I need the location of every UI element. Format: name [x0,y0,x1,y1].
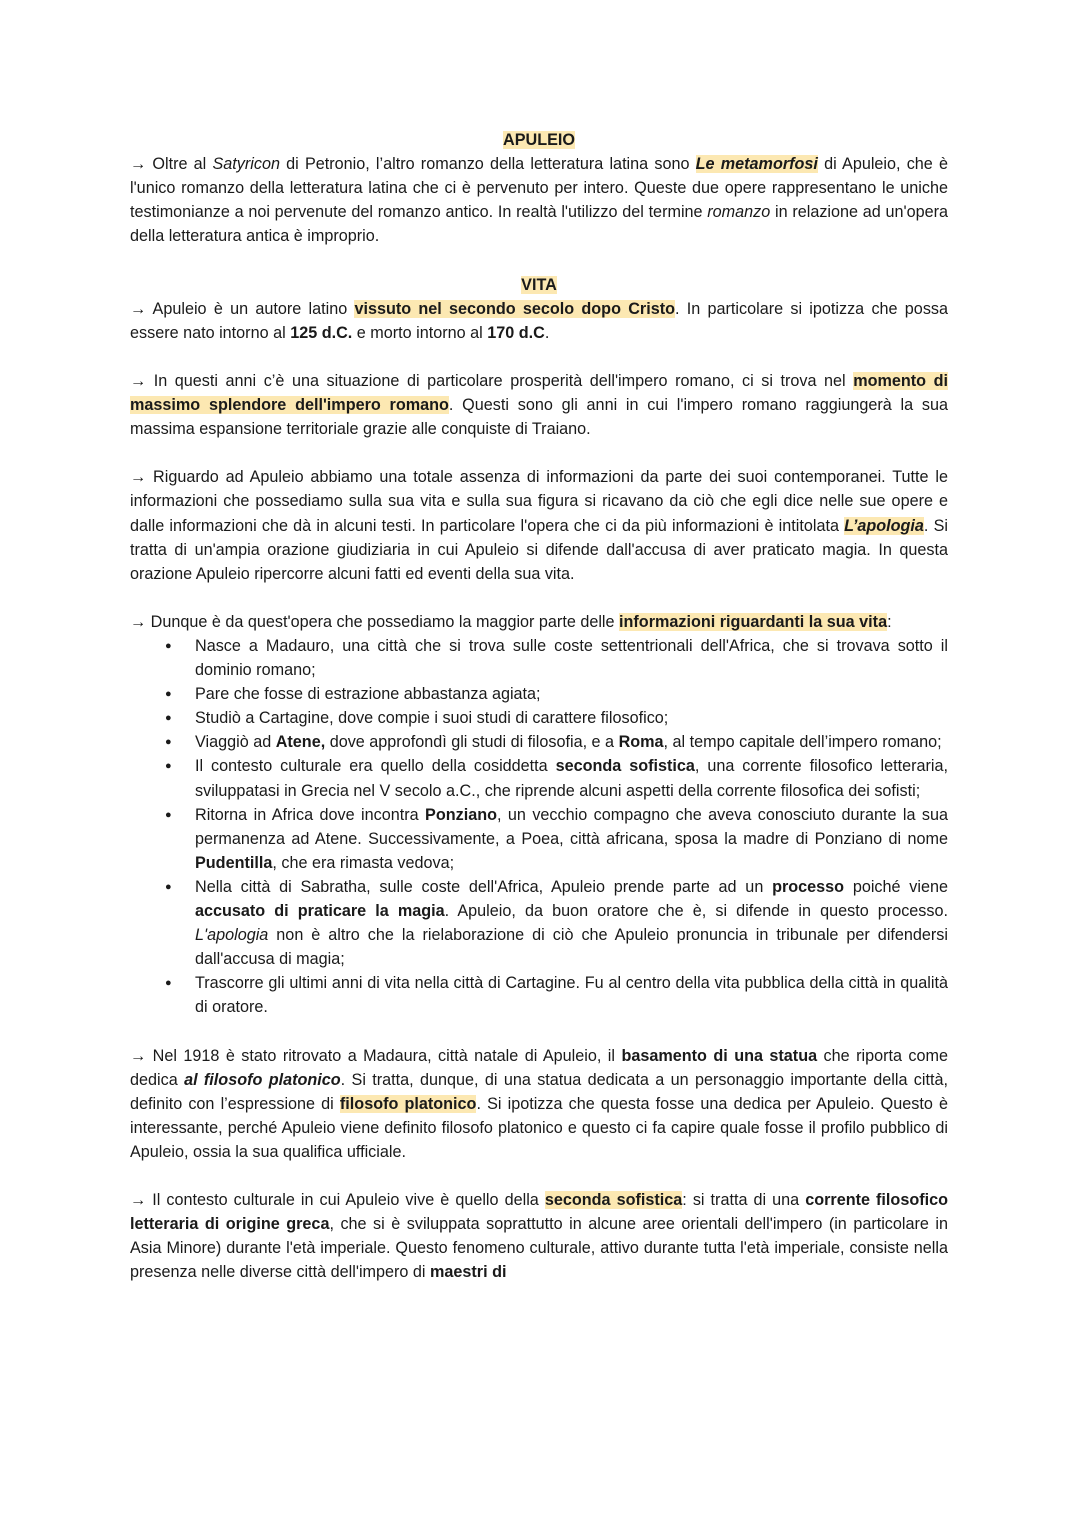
vita-paragraph-5: → Nel 1918 è stato ritrovato a Madaura, città natale di Apuleio, il basamento di una statua che riporta come dedica al filosofo platonico. Si tratta, dunque, di una statua dedicata a un personaggio importante della città, definito con l’espressione di filosofo platonico. Si ipotizza che questa fosse una dedica per Apuleio. Questo è interessante, perché Apuleio viene definito filosofo platonico e questo ci fa capire quale fosse il profilo pubblico di Apuleio, ossia la sua qualifica ufficiale. [130,1046,948,1161]
list-item: ● Trascorre gli ultimi anni di vita nella città di Cartagine. Fu al centro della vita pubblica della città in qualità di oratore. [130,971,948,1019]
intro-paragraph: → Oltre al Satyricon di Petronio, l’altro romanzo della letteratura latina sono Le metamorfosi di Apuleio, che è l'unico romanzo della letteratura latina che ci è pervenuto per intero. Queste due opere rappresentano le uniche testimonianze a noi pervenute del romanzo antico. In realtà l'utilizzo del termine romanzo in relazione ad un'opera della letteratura antica è improprio. [130,155,949,246]
list-item: ● Pare che fosse di estrazione abbastanza agiata; [130,682,948,706]
vita-paragraph-6: → Il contesto culturale in cui Apuleio vive è quello della seconda sofistica: si tratta di una corrente filosofico letteraria di origine greca, che si è sviluppata soprattutto in alcune aree orientali dell'impero (in particolare in Asia Minore) durante l'età imperiale. Questo fenomeno culturale, attivo durante tutta l'età imperiale, consiste nella presenza nelle diverse città dell'impero di maestri di [130,1191,948,1282]
list-item: ● Il contesto culturale era quello della cosiddetta seconda sofistica, una corrente filosofico letteraria, sviluppatasi in Grecia nel V secolo a.C., che riprende alcuni aspetti della corrente filosofica dei sofisti; [130,754,948,802]
vita-paragraph-2: → In questi anni c’è una situazione di particolare prosperità dell'impero romano, ci si trova nel momento di massimo splendore dell'impero romano. Questi sono gli anni in cui l'impero romano raggiungerà la sua massima espansione territoriale grazie alle conquiste di Traiano. [130,371,948,439]
document-page [130,128,948,1285]
list-item: ● Viaggiò ad Atene, dove approfondì gli studi di filosofia, e a Roma, al tempo capitale dell’impero romano; [130,730,948,754]
vita-paragraph-3: → Riguardo ad Apuleio abbiamo una totale assenza di informazioni da parte dei suoi contemporanei. Tutte le informazioni che possediamo sulla sua vita e sulla sua figura si ricavano da ciò che egli dice nelle sue opere e dalle informazioni che dà in alcuni testi. In particolare l'opera che ci da più informazioni è intitolata L’apologia. Si tratta di un'ampia orazione giudiziaria in cui Apuleio si difende dall'accusa di aver praticato magia. In questa orazione Apuleio ripercorre alcuni fatti ed eventi della sua vita. [130,468,948,583]
document-title: APULEIO [503,131,575,149]
list-item: ● Nella città di Sabratha, sulle coste dell'Africa, Apuleio prende parte ad un processo poiché viene accusato di praticare la magia. Apuleio, da buon oratore che è, si difende in questo processo. L'apologia non è altro che la rielaborazione di ciò che Apuleio pronuncia in tribunale per difendersi dall'accusa di magia; [130,875,948,971]
vita-paragraph-1: → Apuleio è un autore latino vissuto nel secondo secolo dopo Cristo. In particolare si ipotizza che possa essere nato intorno al 125 d.C. e morto intorno al 170 d.C. [130,299,949,342]
section-heading-vita: VITA [521,275,557,294]
life-facts-list [130,634,948,1020]
vita-paragraph-4: → Dunque è da quest'opera che possediamo la maggior parte delle informazioni riguardanti la sua vita: [130,612,892,631]
list-item: ● Studiò a Cartagine, dove compie i suoi studi di carattere filosofico; [130,706,948,730]
list-item: ● Nasce a Madauro, una città che si trova sulle coste settentrionali dell'Africa, che si trovava sotto il dominio romano; [130,634,948,682]
list-item: ● Ritorna in Africa dove incontra Ponziano, un vecchio compagno che aveva conosciuto durante la sua permanenza ad Atene. Successivamente, a Poea, città africana, sposa la madre di Ponziano di nome Pudentilla, che era rimasta vedova; [130,803,948,875]
